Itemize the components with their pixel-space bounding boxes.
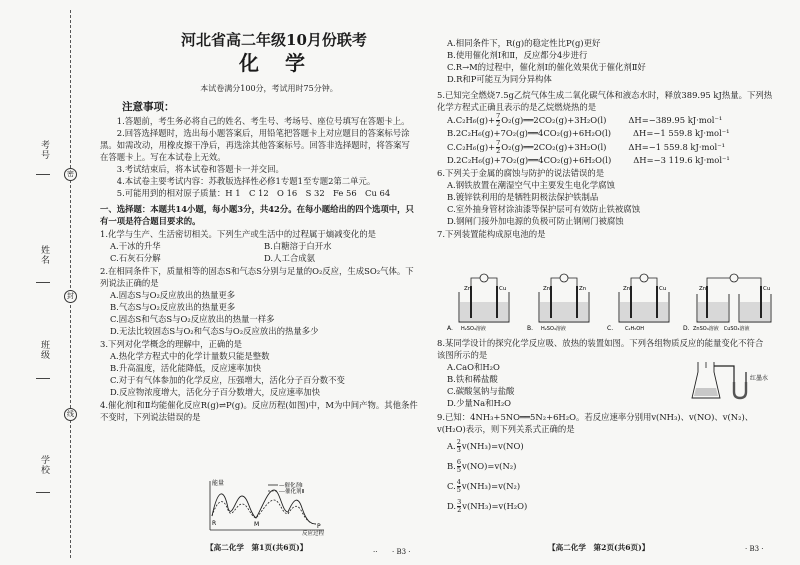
q6-option-d: D.钢闸门接外加电源的负极可防止钢闸门被腐蚀 [447,215,624,226]
blank-school [36,492,50,493]
svg-text:B.: B. [527,325,534,332]
q4-option-c: C.R→M的过程中，催化剂Ⅰ的催化效果优于催化剂Ⅱ好 [447,61,646,72]
svg-text:Zn: Zn [579,286,587,292]
note-item: 5.可能用到的相对原子质量：H 1 C 12 O 16 S 32 Fe 56 Cu 64 [116,188,391,198]
question-8-stem: 8.某同学设计的探究化学反应吸、放热的装置如图。下列各组物质反应的能量变化不符合该图所示的是 [437,338,764,360]
q9-option-a: A. $\frac{2}{3}$ v(NH₃)=v(NO) [447,438,524,455]
svg-text:H₂SO₄溶液: H₂SO₄溶液 [461,326,486,332]
svg-text:H₂SO₄溶液: H₂SO₄溶液 [541,326,566,332]
q5-c-fraction: $\frac{7}{2}$ [496,139,501,156]
q1-option-d: D.人工合成氨 [264,253,315,263]
q4-option-d: D.R和P可能互为同分异构体 [447,73,552,84]
label-exam-number: 考号 [39,140,49,160]
question-3-stem: 3.下列对化学概念的理解中，正确的是 [100,339,242,349]
note-item: 3.考试结束后，将本试卷和答题卡一并交回。 [116,164,284,174]
svg-text:Zn: Zn [699,286,707,292]
subject-title: 化学 [239,51,331,75]
label-class: 班级 [39,340,49,360]
exam-title: 河北省高二年级10月份联考 [181,31,367,49]
q8-option-d: D.少量Na和H₂O [447,397,512,408]
q2-option-c: C.固态S和气态S与O₂反应放出的热量一样多 [110,314,275,324]
q1-option-b: B.白糖溶于白开水 [264,241,332,251]
q5-option-a: A. C₂H₆(g)+ $\frac{7}{2}$ O₂(g)══2CO₂(g)+3H₂O(l) ΔH=−389.95 kJ·mol⁻¹ [447,112,723,129]
label-name: 姓名 [39,245,49,265]
blank-exam-number [36,174,50,175]
page-1-ellipsis: ·· [373,548,378,556]
page-1-footer: 【高二化学 第1页(共6页)】 [206,543,308,552]
q5-option-b: B. 2C₂H₆(g)+7O₂(g)══4CO₂(g)+6H₂O(l) ΔH=−1 559.8 kJ·mol⁻¹ [447,128,730,139]
heat-apparatus-diagram [690,358,780,404]
svg-text:Zn: Zn [464,286,472,292]
binding-margin [0,0,95,565]
q1-option-a: A.干冰的升华 [110,241,161,251]
question-5-stem: 5.已知完全燃烧7.5g乙烷气体生成二氧化碳气体和液态水时，释放389.95 kJ热量。下列热化学方程式正确且表示的是乙烷燃烧热的是 [437,89,773,112]
graph-label-p: P [317,523,321,530]
q3-option-d: D.反应物浓度增大，活化分子百分数增大，反应速率加快 [110,387,321,397]
graph-y-label: 能量 [212,480,225,487]
cell-a [447,274,509,332]
graph-legend-2: ---催化剂Ⅱ [279,489,305,495]
q9-option-c: C. $\frac{4}{5}$ v(NH₃)=v(N₂) [447,478,521,495]
page-2-code: · B3 · [745,545,764,553]
q2-option-a: A.固态S与O₂反应放出的热量更多 [110,290,236,300]
graph-label-r: R [212,520,217,527]
page-2-footer: 【高二化学 第2页(共6页)】 [548,543,650,552]
page-2-column [437,38,777,241]
q6-option-a: A.钢铁放置在潮湿空气中主要发生电化学腐蚀 [447,180,615,191]
graph-x-label: 反应过程 [302,531,325,536]
energy-profile-graph [198,478,328,536]
question-2-stem: 2.在相同条件下，质量相等的固态S和气态S分别与足量的O₂反应，生成SO₂气体。下列说法正确的是 [100,266,414,288]
seal-circle-feng: 封 [64,290,77,303]
note-item: 2.回答选择题时，选出每小题答案后，用铅笔把答题卡上对应题目的答案标号涂黑。如需改动，用橡皮擦干净后，再选涂其他答案标号。回答非选择题时，将答案写在答题卡上。写在本试卷上无效。 [100,128,410,162]
svg-text:C₂H₅OH: C₂H₅OH [625,326,644,332]
page-1-code: · B3 · [392,548,411,556]
q4-option-a: A.相同条件下，R(g)的稳定性比P(g)更好 [447,38,601,48]
q5-option-d: D. 2C₂H₆(g)+7O₂(g)══4CO₂(g)+6H₂O(l) ΔH=−3 119.6 kJ·mol⁻¹ [447,155,730,166]
svg-text:D.: D. [683,325,690,332]
note-item: 4.本试卷主要考试内容：苏教版选择性必修1专题1至专题2第二单元。 [116,176,376,186]
question-9-stem: 9.已知：4NH₃+5NO══5N₂+6H₂O。若反应速率分别用v(NH₃)、v(NO)、v(N₂)、v(H₂O)表示，则下列关系式正确的是 [437,412,754,435]
label-school: 学校 [39,455,49,475]
q1-option-c: C.石灰石分解 [110,253,161,263]
cell-b [527,274,589,332]
q3-option-b: B.升高温度，活化能降低，反应速率加快 [110,363,262,373]
graph-label-m: M [254,521,260,528]
seal-line [70,10,71,558]
seal-circle-mi: 密 [64,168,77,181]
page-1-column [100,28,418,423]
question-1-stem: 1.化学与生产、生活密切相关。下列生产或生活中的过程属于熵减变化的是 [100,229,376,239]
svg-text:Cu: Cu [499,286,507,292]
note-item: 1.答题前，考生务必将自己的姓名、考生号、考场号、座位号填写在答题卡上。 [116,116,410,126]
q8-option-c: C.碳酸氢钠与盐酸 [447,385,515,396]
q6-option-b: B.镀锌铁利用的是牺牲阴极法保护铁制品 [447,192,599,203]
svg-text:ZnSO₄溶液 CuSO₄溶液: ZnSO₄溶液 CuSO₄溶液 [693,326,750,332]
q5-a-fraction: $\frac{7}{2}$ [496,112,501,129]
svg-text:A.: A. [447,325,453,332]
cell-c [607,274,669,332]
svg-text:Cu: Cu [659,286,667,292]
q9-option-b: B. $\frac{6}{5}$ v(NO)=v(N₂) [447,458,517,475]
q2-option-d: D.无法比较固态S与O₂和气态S与O₂反应放出的热量多少 [110,326,319,336]
question-4-stem: 4.催化剂Ⅰ和Ⅱ均能催化反应R(g)⇌P(g)。反应历程(如图)中，M为中间产物。其他条件不变时，下列说法错误的是 [100,400,418,422]
q5-option-c: C. C₂H₆(g)+ $\frac{7}{2}$ O₂(g)══2CO₂(g)+3H₂O(l) ΔH=−1 559.8 kJ·mol⁻¹ [447,139,725,156]
q8-option-a: A.CaO和H₂O [447,361,500,372]
graph-legend-1: —催化剂Ⅰ [279,483,303,489]
q8-option-b: B.铁和稀盐酸 [447,373,498,384]
section-heading: 一、选择题：本题共14小题，每小题3分，共42分。在每小题给出的四个选项中，只有一项是符合题目要求的。 [100,204,414,226]
q3-option-c: C.对于有气体参加的化学反应，压强增大，活化分子百分数不变 [110,375,345,385]
svg-text:C.: C. [607,325,614,332]
seal-circle-xian: 线 [64,408,77,421]
question-7-stem: 7.下列装置能构成原电池的是 [437,228,546,239]
svg-text:Cu: Cu [763,286,771,292]
q3-option-a: A.热化学方程式中的化学计量数只能是整数 [110,351,270,361]
q9-option-d: D. $\frac{3}{2}$ v(NH₃)=v(H₂O) [447,498,528,515]
svg-text:Zn: Zn [623,286,631,292]
exam-meta: 本试卷满分100分，考试用时75分钟。 [200,84,338,93]
notes-title: 注意事项： [122,101,175,113]
svg-text:Zn: Zn [543,286,551,292]
red-ink-label: 红墨水 [750,375,769,382]
blank-name [36,282,50,283]
q2-option-b: B.气态S与O₂反应放出的热量更多 [110,302,236,312]
blank-class [36,378,50,379]
q6-option-c: C.室外抽身管材涂油漆等保护层可有效防止铁被腐蚀 [447,203,641,214]
cell-d [683,274,771,332]
cell-diagrams [447,272,777,332]
q4-option-b: B.使用催化剂Ⅰ和Ⅱ，反应都分4步进行 [447,49,588,60]
question-6-stem: 6.下列关于金属的腐蚀与防护的说法错误的是 [437,168,605,179]
